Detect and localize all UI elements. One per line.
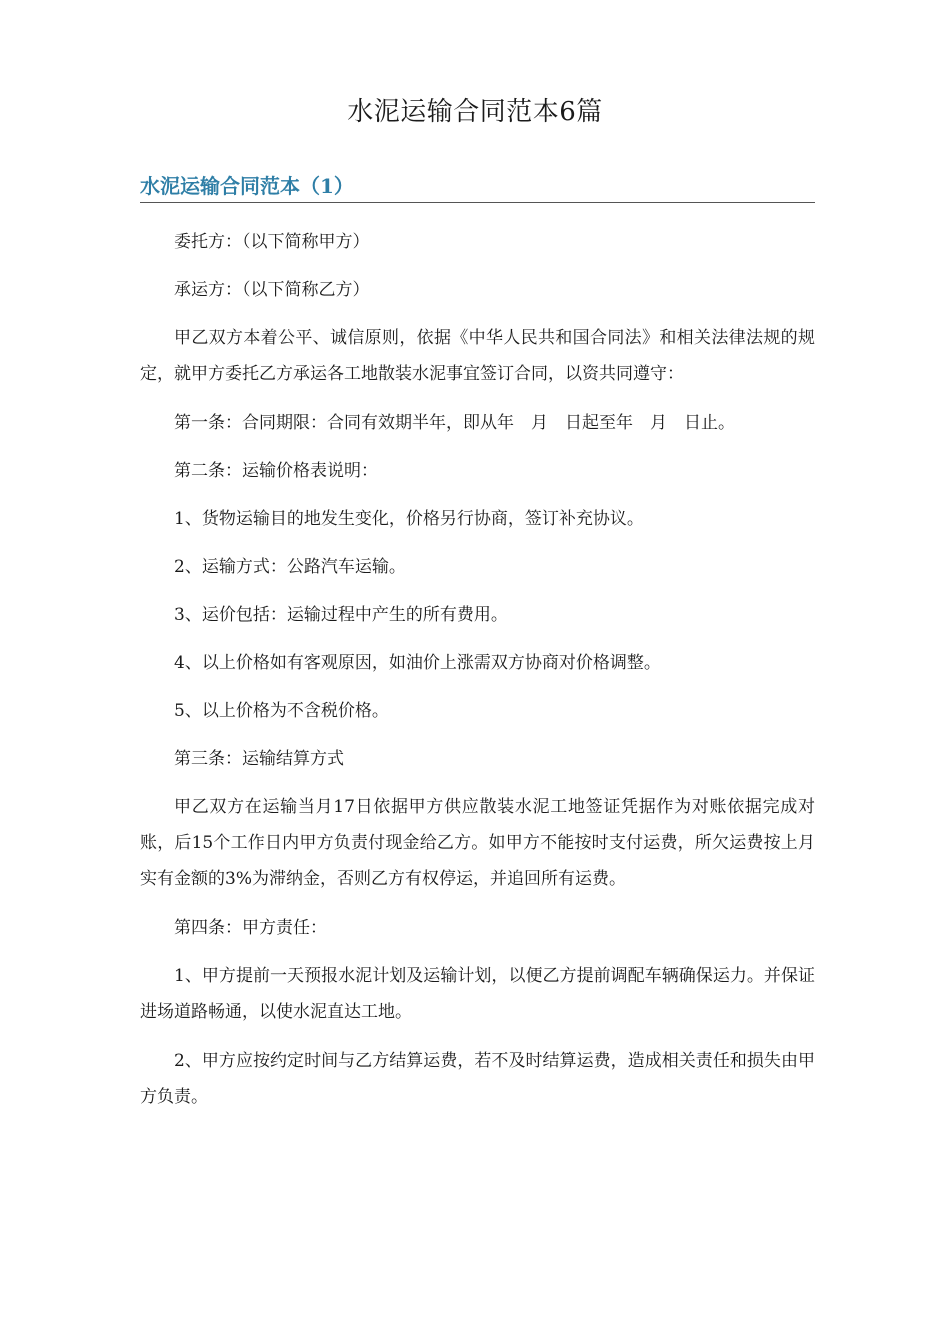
paragraph-item-3: 3、运价包括：运输过程中产生的所有费用。 — [174, 605, 508, 625]
paragraph-preamble: 甲乙双方本着公平、诚信原则，依据《中华人民共和国合同法》和相关法律法规的规定，就甲方委托乙方承运各工地散装水泥事宜签订合同，以资共同遵守： — [140, 328, 815, 384]
paragraph-item-4: 4、以上价格如有客观原因，如油价上涨需双方协商对价格调整。 — [174, 653, 661, 673]
paragraph-carrier: 承运方：（以下简称乙方） — [174, 280, 370, 300]
paragraph-article-4: 第四条：甲方责任： — [174, 918, 327, 938]
paragraph-article-2: 第二条：运输价格表说明： — [174, 461, 378, 481]
paragraph-principal: 委托方：（以下简称甲方） — [174, 232, 370, 252]
paragraph-settlement: 甲乙双方在运输当月17日依据甲方供应散装水泥工地签证凭据作为对账依据完成对账，后15个工作日内甲方负责付现金给乙方。如甲方不能按时支付运费，所欠运费按上月实有金额的3%为滞纳金，否则乙方有权停运，并追回所有运费。 — [140, 797, 815, 889]
document-title: 水泥运输合同范本6篇 — [347, 97, 603, 127]
paragraph-item-2: 2、运输方式：公路汽车运输。 — [174, 557, 406, 577]
paragraph-item-5: 5、以上价格为不含税价格。 — [174, 701, 389, 721]
paragraph-party-a-duty-1: 1、甲方提前一天预报水泥计划及运输计划，以便乙方提前调配车辆确保运力。并保证进场道路畅通，以使水泥直达工地。 — [140, 966, 815, 1022]
paragraph-item-1: 1、货物运输目的地发生变化，价格另行协商，签订补充协议。 — [174, 509, 644, 529]
document-body — [140, 224, 815, 1115]
paragraph-article-3: 第三条：运输结算方式 — [174, 749, 344, 769]
paragraph-article-1: 第一条：合同期限：合同有效期半年，即从年 月 日起至年 月 日止。 — [174, 413, 735, 433]
paragraph-party-a-duty-2: 2、甲方应按约定时间与乙方结算运费，若不及时结算运费，造成相关责任和损失由甲方负责。 — [140, 1051, 815, 1107]
section-heading: 水泥运输合同范本（1） — [140, 170, 815, 203]
